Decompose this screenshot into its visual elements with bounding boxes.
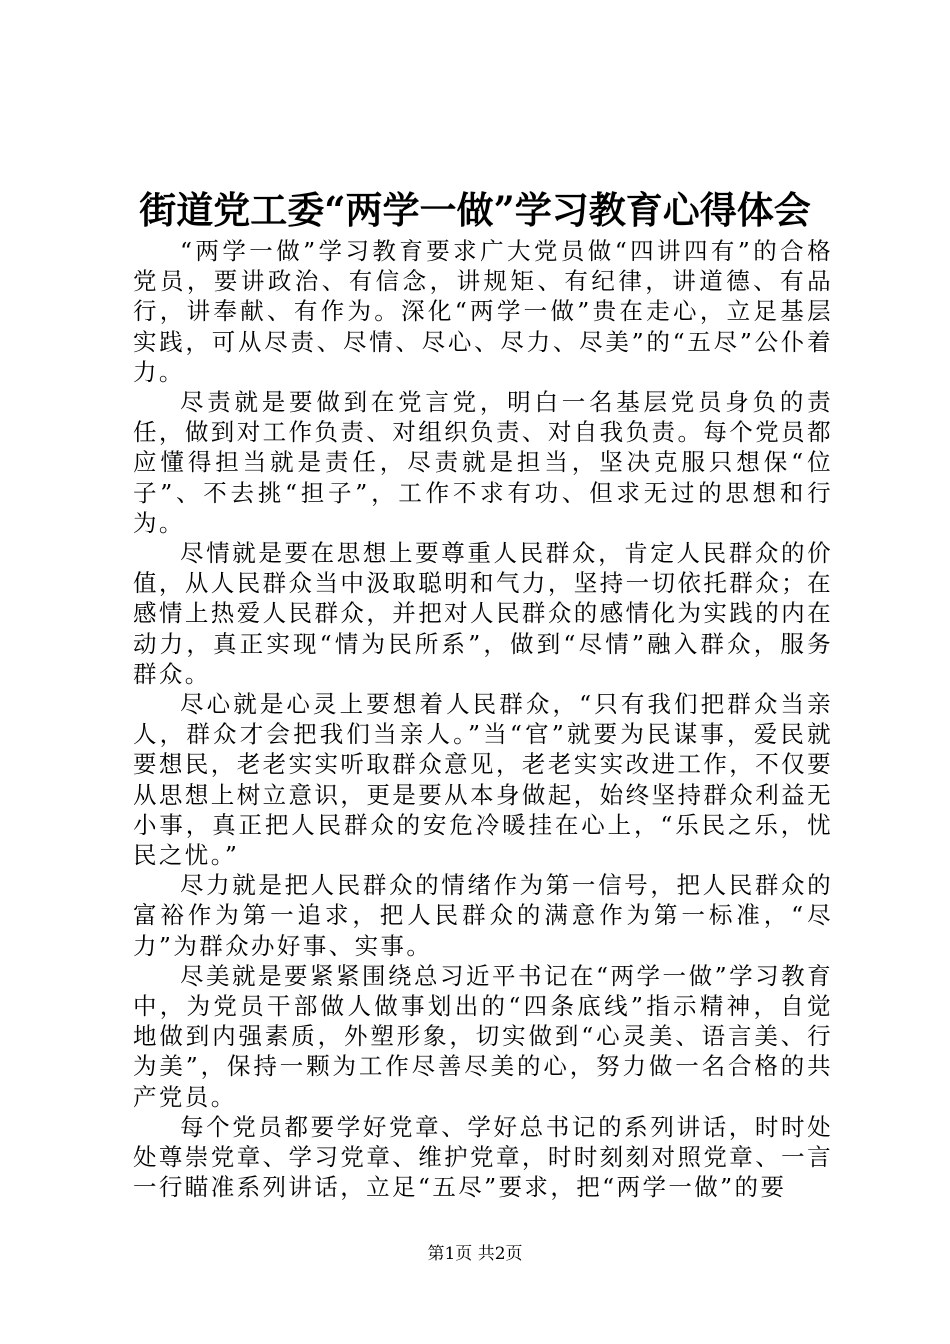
document-title: 街道党工委“两学一做”学习教育心得体会 (139, 188, 811, 232)
paragraph-jinqing: 尽情就是要在思想上要尊重人民群众，肯定人民群众的价值，从人民群众当中汲取聪明和气力，坚持一切依托群众；在感情上热爱人民群众，并把对人民群众的感情化为实践的内在动力，真正实现“情为民所系”，做到“尽情”融入群众，服务群众。 (133, 539, 833, 688)
paragraph-jinxin: 尽心就是心灵上要想着人民群众，“只有我们把群众当亲人，群众才会把我们当亲人。”当“官”就要为民谋事，爱民就要想民，老老实实听取群众意见，老老实实改进工作，不仅要从思想上树立意识，更是要从本身做起，始终坚持群众利益无小事，真正把人民群众的安危冷暖挂在心上，“乐民之乐，忧民之忧。” (133, 690, 833, 870)
document-body (133, 236, 833, 1203)
paragraph-jinze: 尽责就是要做到在党言党，明白一名基层党员身负的责任，做到对工作负责、对组织负责、对自我负责。每个党员都应懂得担当就是责任，尽责就是担当，坚决克服只想保“位子”、不去挑“担子”，工作不求有功、但求无过的思想和行为。 (133, 388, 833, 537)
paragraph-conclusion: 每个党员都要学好党章、学好总书记的系列讲话，时时处处尊崇党章、学习党章、维护党章，时时刻刻对照党章、一言一行瞄准系列讲话，立足“五尽”要求，把“两学一做”的要 (133, 1112, 833, 1202)
paragraph-intro: “两学一做”学习教育要求广大党员做“四讲四有”的合格党员，要讲政治、有信念，讲规矩、有纪律，讲道德、有品行，讲奉献、有作为。深化“两学一做”贵在走心，立足基层实践，可从尽责、尽情、尽心、尽力、尽美”的“五尽”公仆着力。 (133, 237, 833, 386)
paragraph-jinmei: 尽美就是要紧紧围绕总习近平书记在“两学一做”学习教育中，为党员干部做人做事划出的“四条底线”指示精神，自觉地做到内强素质，外塑形象，切实做到“心灵美、语言美、行为美”，保持一颗为工作尽善尽美的心，努力做一名合格的共产党员。 (133, 961, 833, 1111)
page-number-footer: 第1页 共2页 (427, 1244, 523, 1264)
paragraph-jinli: 尽力就是把人民群众的情绪作为第一信号，把人民群众的富裕作为第一追求，把人民群众的满意作为第一标准，“尽力”为群众办好事、实事。 (133, 871, 833, 960)
